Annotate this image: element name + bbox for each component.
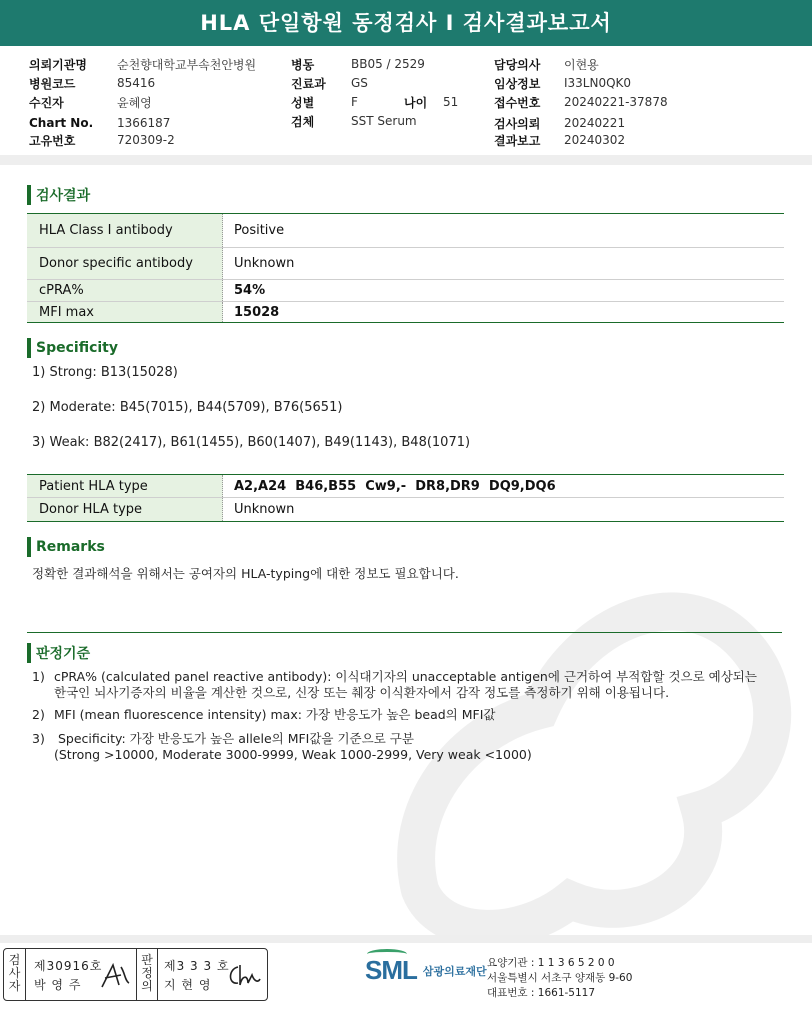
criteria-text: cPRA% (calculated panel reactive antibody): 이식대기자의 unacceptable antigen에 근거하여 부적합할 것으로 예상되는 — [54, 669, 757, 684]
hla-type-table — [27, 474, 784, 522]
remarks-section-header — [27, 537, 105, 557]
logo-mark — [365, 955, 417, 986]
row-label: HLA Class I antibody — [27, 214, 223, 247]
info-label: 결과보고 — [494, 133, 541, 148]
section-marker — [27, 537, 31, 557]
signature-mark — [99, 961, 131, 991]
info-row — [29, 93, 152, 111]
info-row — [291, 93, 458, 111]
info-row — [494, 93, 668, 111]
info-value: BB05 / 2529 — [351, 57, 425, 71]
criteria-text: MFI (mean fluorescence intensity) max: 가장 반응도가 높은 bead의 MFI값 — [54, 707, 496, 722]
table-row — [27, 475, 784, 498]
info-label: 임상정보 — [494, 76, 541, 91]
row-value: Positive — [234, 223, 285, 238]
specificity-line: 2) Moderate: B45(7015), B44(5709), B76(5651) — [32, 400, 343, 415]
row-label: MFI max — [27, 302, 223, 322]
info-value: 20240221 — [564, 116, 626, 130]
info-value: 순천향대학교부속천안병원 — [117, 57, 257, 72]
info-value: GS — [351, 76, 368, 90]
org-info — [487, 956, 632, 1001]
table-row — [27, 214, 784, 248]
signer-info — [34, 957, 102, 995]
org-line: 요양기관 : 1 1 3 6 5 2 0 0 — [487, 957, 615, 969]
signer-name: 지 현 영 — [164, 978, 212, 992]
logo-name: 삼광의료재단 — [422, 964, 487, 978]
criteria-list — [32, 669, 782, 779]
results-section-header — [27, 185, 90, 205]
tag-char: 검 — [8, 953, 21, 967]
row-label: Donor specific antibody — [27, 248, 223, 279]
info-row — [494, 114, 625, 132]
section-title: 판정기준 — [36, 646, 91, 662]
divider — [27, 632, 782, 633]
criteria-text: 한국인 뇌사기증자의 비율을 계산한 것으로, 신장 또는 췌장 이식환자에서 감작 정도를 측정하기 위해 이용됩니다. — [54, 685, 670, 700]
age-label: 나이 — [404, 95, 428, 110]
section-marker — [27, 185, 31, 205]
criteria-text: Specificity: 가장 반응도가 높은 allele의 MFI값을 기준으로 구분 — [54, 731, 414, 746]
row-label: Patient HLA type — [27, 475, 223, 497]
section-title: Remarks — [36, 539, 105, 555]
info-row — [29, 131, 175, 149]
info-label: 의뢰기관명 — [29, 57, 87, 72]
row-label: cPRA% — [27, 280, 223, 301]
tag-char: 정 — [141, 966, 153, 980]
criteria-section-header — [27, 643, 90, 663]
signer-name: 박 영 주 — [34, 978, 82, 992]
info-row — [29, 74, 155, 92]
criteria-number: 1) — [32, 669, 45, 684]
info-label: 담당의사 — [494, 57, 541, 72]
sml-logo — [365, 955, 487, 986]
specificity-line: 1) Strong: B13(15028) — [32, 365, 178, 380]
info-row — [494, 74, 631, 92]
info-row — [494, 55, 599, 73]
info-row — [29, 55, 256, 73]
info-label: 수진자 — [29, 95, 64, 110]
info-label: 검사의뢰 — [494, 116, 541, 131]
row-value: Unknown — [234, 256, 295, 271]
signer-tag — [136, 949, 158, 1000]
criteria-number: 2) — [32, 707, 45, 722]
info-label: 접수번호 — [494, 95, 541, 110]
table-row — [27, 498, 784, 521]
specificity-section-header — [27, 338, 118, 358]
row-label: Donor HLA type — [27, 498, 223, 521]
info-value: I33LN0QK0 — [564, 76, 632, 90]
org-line: 서울특별시 서초구 양재동 9-60 — [487, 972, 633, 984]
info-label: 병원코드 — [29, 76, 76, 91]
info-row — [29, 114, 170, 132]
report-title: HLA 단일항원 동정검사 I 검사결과보고서 — [0, 0, 812, 46]
info-value: 720309-2 — [117, 133, 175, 147]
tag-char: 사 — [8, 966, 21, 980]
separator-band — [0, 155, 812, 165]
section-marker — [27, 338, 31, 358]
info-row — [291, 112, 417, 130]
signature-box — [3, 948, 268, 1001]
table-row — [27, 302, 784, 322]
info-value: F — [351, 95, 358, 109]
table-row — [27, 280, 784, 302]
info-label: 고유번호 — [29, 133, 76, 148]
row-value: 15028 — [234, 304, 280, 320]
section-title: Specificity — [36, 340, 118, 356]
logo-letters: SML — [365, 955, 417, 985]
info-row — [291, 74, 368, 92]
license-number: 제3 3 3 호 — [164, 959, 230, 973]
row-value: 54% — [234, 283, 266, 298]
info-value: 이현용 — [564, 57, 599, 72]
table-row — [27, 248, 784, 280]
info-row — [291, 55, 425, 73]
tag-char: 의 — [141, 979, 153, 993]
row-value: Unknown — [234, 502, 295, 517]
tag-char: 자 — [8, 979, 21, 993]
info-label: 성별 — [291, 95, 315, 110]
remarks-text: 정확한 결과해석을 위해서는 공여자의 HLA-typing에 대한 정보도 필요합니다. — [32, 566, 459, 581]
section-marker — [27, 643, 31, 663]
info-label: 검체 — [291, 114, 315, 129]
info-value: SST Serum — [351, 114, 417, 128]
license-number: 제30916호 — [34, 959, 103, 973]
info-value: 85416 — [117, 76, 156, 90]
org-line: 대표번호 : 1661-5117 — [487, 987, 596, 999]
info-label: 진료과 — [291, 76, 326, 91]
specificity-line: 3) Weak: B82(2417), B61(1455), B60(1407), B49(1143), B48(1071) — [32, 435, 471, 450]
info-value: 20240221-37878 — [564, 95, 668, 109]
logo-arc — [367, 949, 407, 959]
info-label: Chart No. — [29, 116, 94, 130]
info-row — [494, 131, 625, 149]
signer-tag — [4, 949, 26, 1000]
signer-info — [164, 957, 230, 995]
tag-char: 판 — [141, 953, 153, 967]
signature-mark — [226, 961, 262, 991]
info-value: 1366187 — [117, 116, 171, 130]
row-value: A2,A24 B46,B55 Cw9,- DR8,DR9 DQ9,DQ6 — [234, 478, 556, 494]
results-table — [27, 213, 784, 323]
criteria-text: (Strong >10000, Moderate 3000-9999, Weak 1000-2999, Very weak <1000) — [54, 747, 532, 762]
section-title: 검사결과 — [36, 188, 91, 204]
info-value: 윤혜영 — [117, 95, 152, 110]
info-value: 20240302 — [564, 133, 626, 147]
info-label: 병동 — [291, 57, 315, 72]
age-value: 51 — [443, 95, 459, 109]
criteria-number: 3) — [32, 731, 45, 746]
